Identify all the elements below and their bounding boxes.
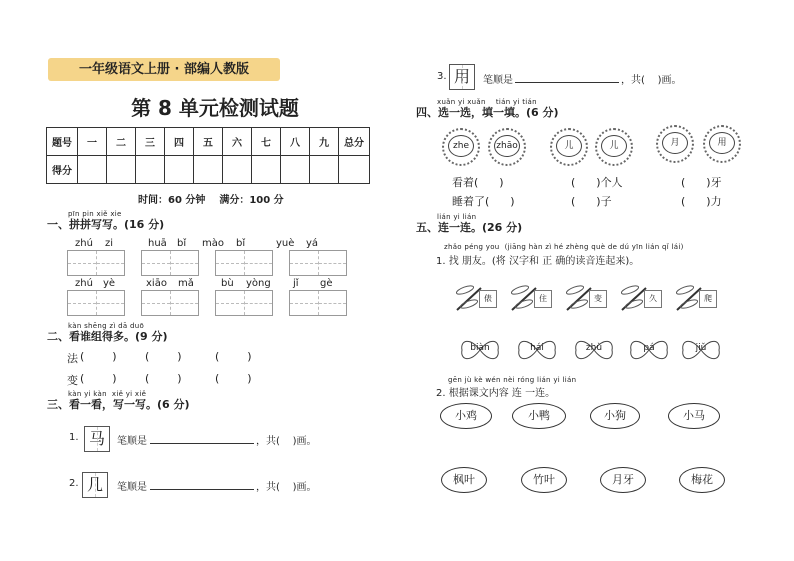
item-tail: ，共( )画。: [256, 436, 317, 447]
pinyin: jǐ: [293, 278, 299, 289]
answer-line[interactable]: [150, 477, 254, 490]
butterfly-pinyin: pá: [643, 343, 655, 353]
dragonfly-card[interactable]: [510, 282, 564, 312]
score-input-cell[interactable]: [252, 156, 281, 184]
pinyin: bǐ: [236, 238, 246, 249]
answer-paren[interactable]: ( ): [215, 372, 252, 385]
score-cell: 五: [194, 128, 223, 156]
score-cell: 题号: [47, 128, 78, 156]
flower-option: [550, 128, 588, 166]
score-cell: 四: [165, 128, 194, 156]
dragonfly-card[interactable]: [565, 282, 619, 312]
writing-grid[interactable]: [141, 290, 199, 316]
pinyin: bǐ: [177, 238, 187, 249]
animal-oval[interactable]: 小鸡: [440, 403, 492, 429]
fill-blank[interactable]: 睡着了( ): [452, 195, 515, 208]
section5-pinyin: lián yi lián: [437, 213, 477, 221]
dragonfly-char: 住: [534, 290, 552, 308]
flower-option: [656, 125, 694, 163]
score-input-cell[interactable]: [165, 156, 194, 184]
fill-blank[interactable]: 看着( ): [452, 176, 504, 189]
q2-text: 2. 根据课文内容 连 一连。: [436, 388, 556, 399]
butterfly-pinyin: hái: [530, 343, 544, 353]
butterfly-card[interactable]: [629, 337, 669, 363]
char-box: 马: [84, 426, 110, 452]
section5-title: 五、连一连。(26 分): [416, 221, 523, 234]
writing-grid[interactable]: [215, 250, 273, 276]
dragonfly-char: 久: [644, 290, 662, 308]
item-text: 笔顺是: [483, 75, 513, 86]
fill-blank[interactable]: ( )个人: [571, 176, 623, 189]
item-text: 笔顺是: [117, 482, 147, 493]
writing-grid[interactable]: [215, 290, 273, 316]
item-tail: ，共( )画。: [256, 482, 317, 493]
item-number: 2.: [69, 478, 79, 489]
char-box: 用: [449, 64, 475, 90]
plant-oval[interactable]: 梅花: [679, 467, 725, 493]
answer-paren[interactable]: ( ): [145, 350, 182, 363]
pinyin: zhú: [75, 238, 93, 249]
answer-paren[interactable]: ( ): [80, 372, 117, 385]
dragonfly-char: 爬: [699, 290, 717, 308]
fill-blank[interactable]: ( )子: [571, 195, 612, 208]
pinyin: mào: [202, 238, 224, 249]
pinyin: mǎ: [178, 278, 194, 289]
score-cell: 三: [136, 128, 165, 156]
butterfly-card[interactable]: [574, 337, 614, 363]
section4-title: 四、选一选，填一填。(6 分): [416, 106, 559, 119]
plant-oval[interactable]: 竹叶: [521, 467, 567, 493]
answer-line[interactable]: [150, 431, 254, 444]
butterfly-pinyin: jiǔ: [695, 343, 707, 353]
writing-grid[interactable]: [289, 250, 347, 276]
section3-title: 三、看一看，写一写。(6 分): [47, 398, 190, 411]
pinyin: zhú: [75, 278, 93, 289]
q2-pinyin: gēn jù kè wén nèi róng lián yi lián: [448, 376, 577, 384]
butterfly-pinyin: zhù: [585, 343, 603, 353]
q1-pinyin: zhǎo péng you (jiāng hàn zì hé zhèng què de dú yīn lián qǐ lái): [444, 243, 684, 251]
fill-blank[interactable]: ( )力: [681, 195, 722, 208]
pinyin: huā: [148, 238, 167, 249]
score-table: [46, 127, 370, 184]
score-cell: 七: [252, 128, 281, 156]
flower-text: 儿: [601, 135, 627, 157]
pinyin: yòng: [246, 278, 271, 289]
char-box: 几: [82, 472, 108, 498]
score-table-score-row: [47, 156, 370, 184]
flower-option: [595, 128, 633, 166]
score-input-cell[interactable]: [107, 156, 136, 184]
writing-grid[interactable]: [289, 290, 347, 316]
score-table-header-row: [47, 128, 370, 156]
butterfly-card[interactable]: [681, 337, 721, 363]
butterfly-card[interactable]: [517, 337, 557, 363]
pinyin: xiāo: [146, 278, 167, 289]
section1-title: 一、拼拼写写。(16 分): [47, 218, 165, 231]
flower-option: [488, 128, 526, 166]
butterfly-pinyin: biàn: [470, 343, 490, 353]
q1-text: 1. 找 朋友。(将 汉字和 正 确的读音连起来)。: [436, 256, 640, 267]
score-cell: 二: [107, 128, 136, 156]
score-cell: 总分: [339, 128, 370, 156]
flower-text: 儿: [556, 135, 582, 157]
time-info: 时间：60 分钟 满分：100 分: [138, 195, 284, 206]
score-input-cell[interactable]: [281, 156, 310, 184]
pinyin: yá: [306, 238, 319, 249]
section2-title: 二、看谁组得多。(9 分): [47, 330, 168, 343]
score-cell: 六: [223, 128, 252, 156]
score-input-cell[interactable]: [223, 156, 252, 184]
score-cell: 九: [310, 128, 339, 156]
section1-pinyin: pīn pin xiě xie: [68, 210, 122, 218]
dragonfly-card[interactable]: [620, 282, 674, 312]
pinyin: yuè: [276, 238, 295, 249]
flower-option: [442, 128, 480, 166]
score-input-cell[interactable]: [339, 156, 370, 184]
plant-oval[interactable]: 月牙: [600, 467, 646, 493]
section3-pinyin: kàn yi kàn xiě yi xiě: [68, 390, 147, 398]
answer-paren[interactable]: ( ): [145, 372, 182, 385]
flower-text: 月: [662, 132, 688, 154]
answer-paren[interactable]: ( ): [215, 350, 252, 363]
score-input-cell[interactable]: [78, 156, 107, 184]
animal-oval[interactable]: 小马: [668, 403, 720, 429]
plant-oval[interactable]: 枫叶: [441, 467, 487, 493]
pinyin: bù: [221, 278, 234, 289]
dragonfly-char: 俵: [479, 290, 497, 308]
butterfly-card[interactable]: [460, 337, 500, 363]
writing-grid[interactable]: [141, 250, 199, 276]
item-number: 3.: [437, 71, 447, 82]
section2-pinyin: kàn shēng zì dā duō: [68, 322, 145, 330]
dragonfly-char: 变: [589, 290, 607, 308]
fill-blank[interactable]: ( )牙: [681, 176, 722, 189]
section4-pinyin: xuǎn yi xuǎn tián yi tián: [437, 98, 537, 106]
writing-grid[interactable]: [67, 290, 125, 316]
dragonfly-card[interactable]: [455, 282, 509, 312]
dragonfly-card[interactable]: [675, 282, 729, 312]
item-text: 笔顺是: [117, 436, 147, 447]
pinyin: zi: [105, 238, 114, 249]
score-cell: 八: [281, 128, 310, 156]
score-cell: 得分: [47, 156, 78, 184]
writing-grid[interactable]: [67, 250, 125, 276]
flower-option: [703, 125, 741, 163]
question-char: 法: [67, 352, 78, 365]
grade-badge: 一年级语文上册 · 部编人教版: [48, 58, 280, 81]
answer-line[interactable]: [515, 70, 619, 83]
page-title: 第 8 单元检测试题: [131, 96, 299, 120]
score-input-cell[interactable]: [310, 156, 339, 184]
score-cell: 一: [78, 128, 107, 156]
score-input-cell[interactable]: [136, 156, 165, 184]
flower-text: 用: [709, 132, 735, 154]
answer-paren[interactable]: ( ): [80, 350, 117, 363]
pinyin: yè: [103, 278, 116, 289]
pinyin: gè: [320, 278, 333, 289]
animal-oval[interactable]: 小狗: [590, 403, 640, 429]
question-char: 变: [67, 374, 78, 387]
flower-text: zhāo: [494, 135, 520, 157]
score-input-cell[interactable]: [194, 156, 223, 184]
item-number: 1.: [69, 432, 79, 443]
animal-oval[interactable]: 小鸭: [512, 403, 566, 429]
item-tail: ，共( )画。: [621, 75, 682, 86]
flower-text: zhe: [448, 135, 474, 157]
